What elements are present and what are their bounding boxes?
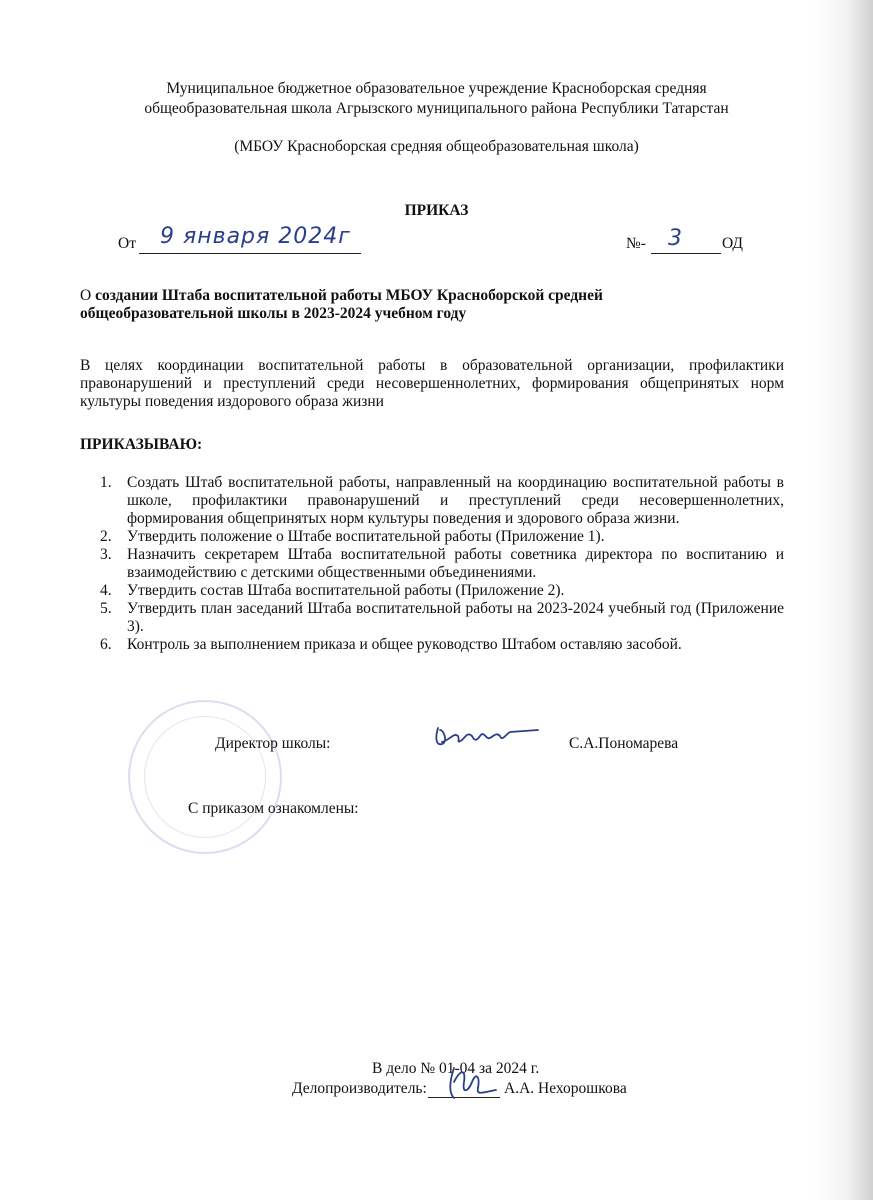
item-number: 1. xyxy=(100,474,112,491)
clerk-label: Делопроизводитель: xyxy=(292,1080,427,1097)
item-text: Утвердить план заседаний Штаба воспитательной работы на 2023-2024 учебный год (Приложение 3). xyxy=(127,600,784,635)
decree-item xyxy=(80,636,784,654)
item-number: 5. xyxy=(100,600,112,617)
institution-line-2: общеобразовательная школа Агрызского муниципального района Республики Татарстан xyxy=(144,100,729,117)
item-number: 3. xyxy=(100,546,112,563)
scan-shadow-edge xyxy=(813,0,873,1200)
decree-item xyxy=(80,474,784,528)
number-blank-line xyxy=(651,238,721,254)
director-name: С.А.Пономарева xyxy=(569,735,679,752)
subject-prefix: О xyxy=(80,287,96,304)
item-text: Создать Штаб воспитательной работы, направленный на координацию воспитательной работы в школе, профилактики правонарушений и преступлений среди несовершеннолетних, формирования общепринятых норм культуры поведения и здорового образа жизни. xyxy=(127,474,784,527)
decree-heading: ПРИКАЗЫВАЮ: xyxy=(80,436,203,453)
subject-line-1 xyxy=(80,287,780,305)
institution-short-name: (МБОУ Красноборская средняя общеобразовательная школа) xyxy=(234,138,639,155)
date-handwritten: 9 января 2024г xyxy=(160,224,351,249)
decree-item xyxy=(80,528,784,546)
director-role: Директор школы: xyxy=(215,735,331,752)
item-text: Контроль за выполнением приказа и общее руководство Штабом оставляю засобой. xyxy=(127,636,682,653)
clerk-name: А.А. Нехорошкова xyxy=(504,1080,627,1097)
date-prefix: От xyxy=(118,235,136,252)
school-stamp xyxy=(128,700,282,854)
director-signature xyxy=(432,718,542,752)
item-number: 2. xyxy=(100,528,112,545)
item-text: Назначить секретарем Штаба воспитательной работы советника директора по воспитанию и взаимодействию с детскими общественными объединениями. xyxy=(127,546,784,581)
acquainted-label: С приказом ознакомлены: xyxy=(188,800,359,817)
subject-line-1-bold: создании Штаба воспитательной работы МБОУ Красноборской средней xyxy=(95,287,603,304)
number-prefix: №- xyxy=(626,235,646,252)
item-text: Утвердить положение о Штабе воспитательной работы (Приложение 1). xyxy=(127,528,605,545)
decree-item xyxy=(80,600,784,636)
number-suffix: ОД xyxy=(722,235,743,252)
order-title: ПРИКАЗ xyxy=(404,202,469,219)
item-text: Утвердить состав Штаба воспитательной работы (Приложение 2). xyxy=(127,582,565,599)
intro-paragraph: В целях координации воспитательной работы в образовательной организации, профилактики правонарушений и преступлений среди несовершеннолетних, формирования общепринятых норм культуры поведения издорового образа жизни xyxy=(80,357,784,410)
order-subject xyxy=(80,287,780,323)
subject-line-2-bold: общеобразовательной школы в 2023-2024 учебном году xyxy=(80,305,467,322)
item-number: 4. xyxy=(100,582,112,599)
decree-item xyxy=(80,546,784,582)
decree-items-list xyxy=(80,474,784,654)
file-note: В дело № 01-04 за 2024 г. xyxy=(372,1060,540,1077)
clerk-signature xyxy=(440,1062,500,1104)
institution-line-1: Муниципальное бюджетное образовательное учреждение Красноборская средняя xyxy=(166,80,707,97)
decree-item xyxy=(80,582,784,600)
item-number: 6. xyxy=(100,636,112,653)
number-handwritten: 3 xyxy=(668,226,683,251)
